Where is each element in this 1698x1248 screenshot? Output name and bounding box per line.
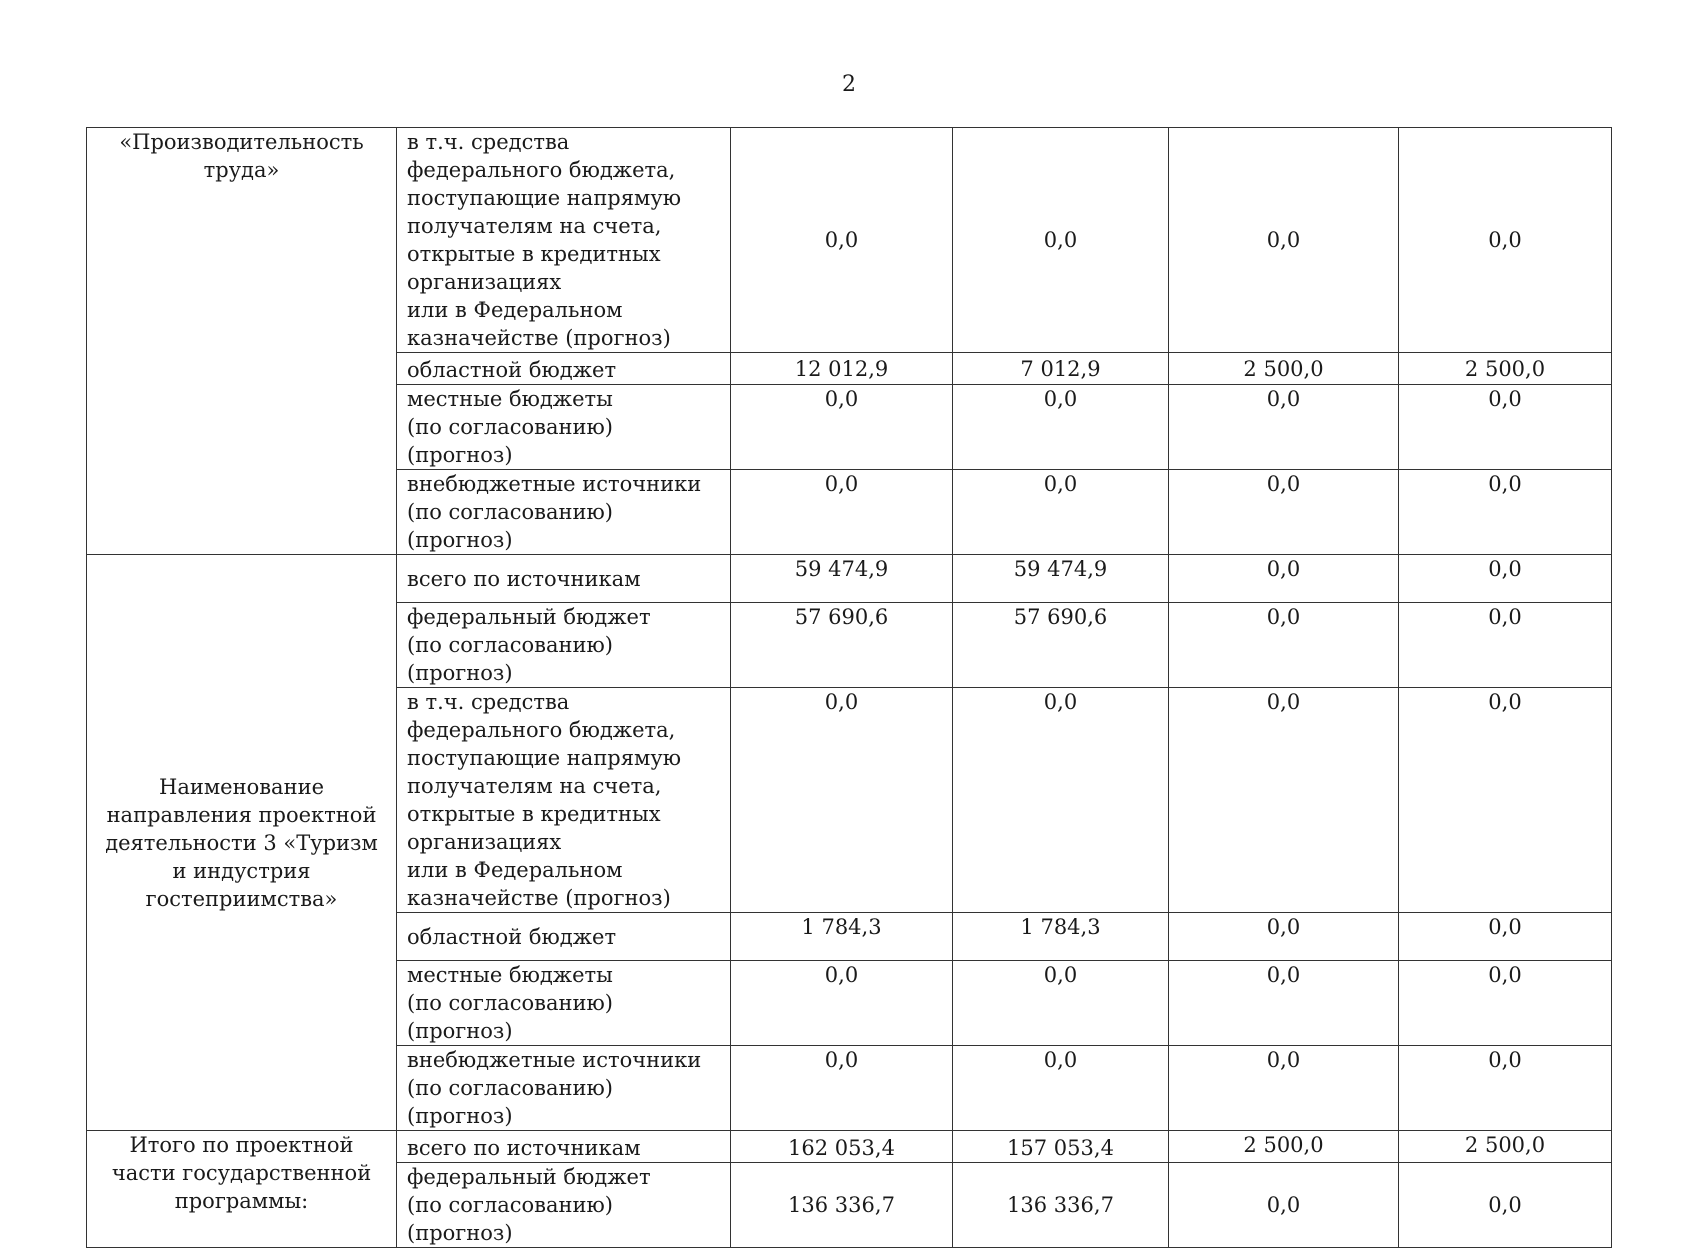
value-cell: 12 012,9 bbox=[731, 353, 953, 385]
value-cell: 0,0 bbox=[731, 385, 953, 470]
value-cell: 0,0 bbox=[1399, 128, 1612, 353]
value-cell: 2 500,0 bbox=[1399, 353, 1612, 385]
source-label: областной бюджет bbox=[397, 913, 731, 961]
value-cell: 0,0 bbox=[731, 470, 953, 555]
value-cell: 2 500,0 bbox=[1169, 353, 1399, 385]
source-label: всего по источникам bbox=[397, 555, 731, 603]
source-label: областной бюджет bbox=[397, 353, 731, 385]
value-cell: 0,0 bbox=[1399, 688, 1612, 913]
value-cell: 0,0 bbox=[731, 961, 953, 1046]
value-cell: 57 690,6 bbox=[731, 603, 953, 688]
value-cell: 0,0 bbox=[1169, 688, 1399, 913]
value-cell: 0,0 bbox=[953, 470, 1169, 555]
value-cell: 0,0 bbox=[953, 1046, 1169, 1131]
value-cell: 136 336,7 bbox=[953, 1163, 1169, 1248]
source-label: в т.ч. средства федерального бюджета, поступающие напрямую получателям на счета, открытые в кредитных организациях или в Федеральном казначействе (прогноз) bbox=[397, 688, 731, 913]
source-label: федеральный бюджет (по согласованию) (прогноз) bbox=[397, 1163, 731, 1248]
source-label: внебюджетные источники (по согласованию) (прогноз) bbox=[397, 470, 731, 555]
value-cell: 0,0 bbox=[1169, 603, 1399, 688]
value-cell: 0,0 bbox=[1169, 1046, 1399, 1131]
value-cell: 1 784,3 bbox=[953, 913, 1169, 961]
table-row bbox=[87, 1131, 1612, 1163]
value-cell: 7 012,9 bbox=[953, 353, 1169, 385]
value-cell: 2 500,0 bbox=[1169, 1131, 1399, 1163]
source-label: всего по источникам bbox=[397, 1131, 731, 1163]
page-number: 2 bbox=[842, 72, 856, 97]
value-cell: 0,0 bbox=[953, 961, 1169, 1046]
table-row bbox=[87, 128, 1612, 353]
value-cell: 0,0 bbox=[1169, 1163, 1399, 1248]
value-cell: 0,0 bbox=[1399, 385, 1612, 470]
value-cell: 59 474,9 bbox=[953, 555, 1169, 603]
value-cell: 0,0 bbox=[1169, 961, 1399, 1046]
value-cell: 0,0 bbox=[1399, 603, 1612, 688]
value-cell: 0,0 bbox=[1169, 128, 1399, 353]
value-cell: 0,0 bbox=[1169, 470, 1399, 555]
value-cell: 0,0 bbox=[1399, 555, 1612, 603]
value-cell: 59 474,9 bbox=[731, 555, 953, 603]
value-cell: 0,0 bbox=[1399, 913, 1612, 961]
value-cell: 0,0 bbox=[1399, 1163, 1612, 1248]
value-cell: 0,0 bbox=[1169, 385, 1399, 470]
source-label: внебюджетные источники (по согласованию) (прогноз) bbox=[397, 1046, 731, 1131]
value-cell: 0,0 bbox=[731, 128, 953, 353]
value-cell: 157 053,4 bbox=[953, 1131, 1169, 1163]
section-name: «Производительность труда» bbox=[87, 128, 397, 555]
value-cell: 0,0 bbox=[953, 128, 1169, 353]
value-cell: 0,0 bbox=[731, 688, 953, 913]
value-cell: 162 053,4 bbox=[731, 1131, 953, 1163]
value-cell: 0,0 bbox=[1169, 555, 1399, 603]
source-label: в т.ч. средства федерального бюджета, поступающие напрямую получателям на счета, открытые в кредитных организациях или в Федеральном казначействе (прогноз) bbox=[397, 128, 731, 353]
section-name: Итого по проектной части государственной программы: bbox=[87, 1131, 397, 1248]
value-cell: 136 336,7 bbox=[731, 1163, 953, 1248]
source-label: местные бюджеты (по согласованию) (прогноз) bbox=[397, 961, 731, 1046]
value-cell: 0,0 bbox=[1169, 913, 1399, 961]
section-name: Наименование направления проектной деятельности 3 «Туризм и индустрия гостеприимства» bbox=[87, 555, 397, 1131]
source-label: федеральный бюджет (по согласованию) (прогноз) bbox=[397, 603, 731, 688]
source-label: местные бюджеты (по согласованию) (прогноз) bbox=[397, 385, 731, 470]
value-cell: 2 500,0 bbox=[1399, 1131, 1612, 1163]
value-cell: 0,0 bbox=[953, 688, 1169, 913]
value-cell: 0,0 bbox=[953, 385, 1169, 470]
value-cell: 0,0 bbox=[1399, 1046, 1612, 1131]
budget-table bbox=[86, 127, 1612, 1248]
value-cell: 0,0 bbox=[1399, 961, 1612, 1046]
table-row bbox=[87, 555, 1612, 603]
value-cell: 57 690,6 bbox=[953, 603, 1169, 688]
value-cell: 1 784,3 bbox=[731, 913, 953, 961]
value-cell: 0,0 bbox=[1399, 470, 1612, 555]
value-cell: 0,0 bbox=[731, 1046, 953, 1131]
